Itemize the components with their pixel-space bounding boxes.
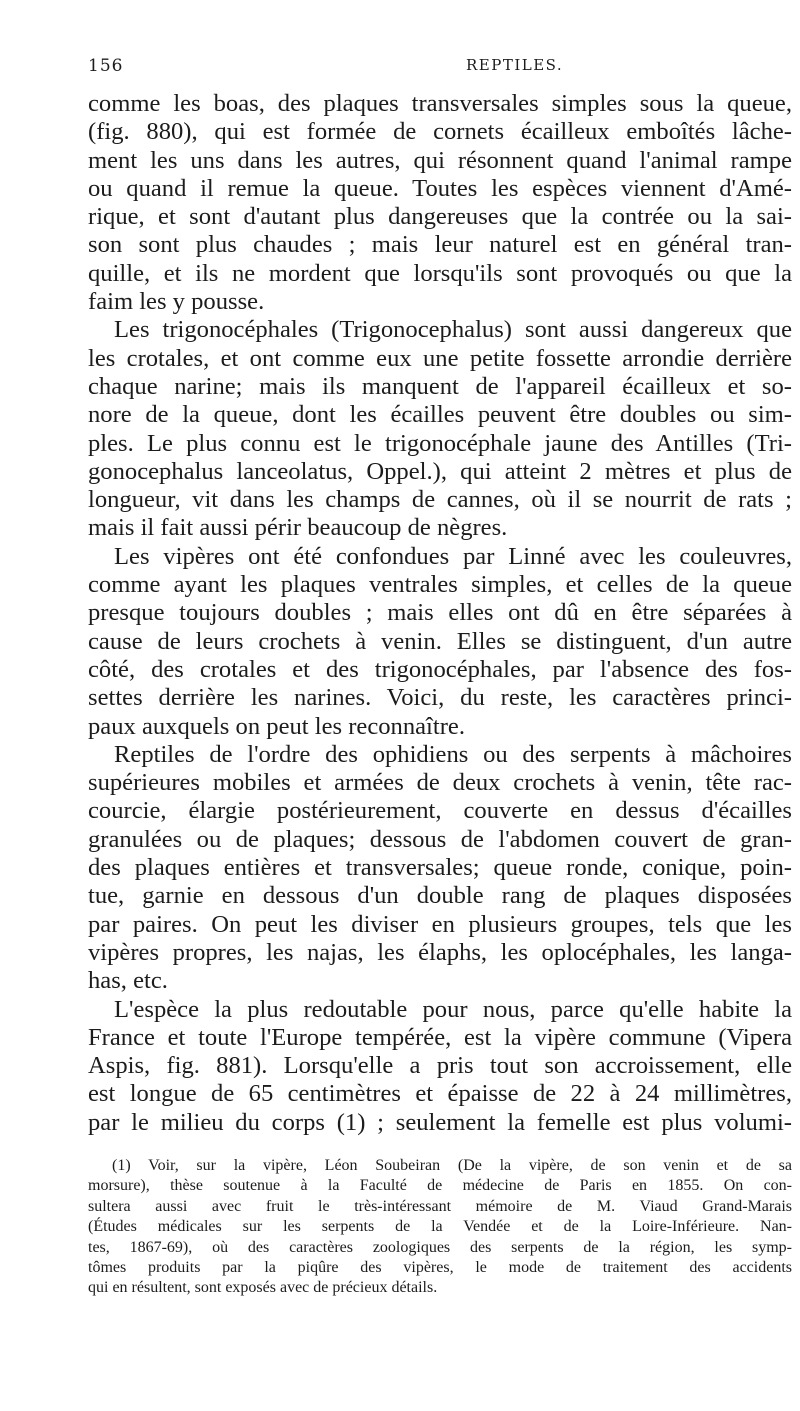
footnote-line: qui en résultent, sont exposés avec de précieux détails. (88, 1279, 438, 1297)
text-line: presque toujours doubles ; mais elles ont dû en être séparées à (88, 599, 792, 627)
text-line: paux auxquels on peut les reconnaître. (88, 712, 465, 740)
text-line: est longue de 65 centimètres et épaisse de 22 à 24 millimètres, (88, 1080, 792, 1108)
paragraph (88, 996, 792, 1137)
text-line: L'espèce la plus redoutable pour nous, parce qu'elle habite la (114, 995, 792, 1023)
text-line: mais il fait aussi périr beaucoup de nègres. (88, 514, 508, 542)
text-line: Reptiles de l'ordre des ophidiens ou des serpents à mâchoires (114, 740, 792, 768)
footnote-line: tômes produits par la piqûre des vipères, le mode de traitement des accidents (88, 1258, 792, 1276)
footnote-line: sultera aussi avec fruit le très-intéressant mémoire de M. Viaud Grand-Marais (88, 1197, 792, 1215)
text-line: courcie, élargie postérieurement, couverte en dessus d'écailles (88, 797, 792, 825)
text-line: par paires. On peut les diviser en plusieurs groupes, tels que les (88, 910, 792, 938)
text-line: gonocephalus lanceolatus, Oppel.), qui atteint 2 mètres et plus de (88, 457, 792, 485)
text-line: Les trigonocéphales (Trigonocephalus) sont aussi dangereux que (114, 316, 792, 344)
paragraph (88, 90, 792, 316)
text-line: par le milieu du corps (1) ; seulement la femelle est plus volumi- (88, 1108, 792, 1136)
paragraph (88, 741, 792, 996)
body-text (88, 90, 792, 1137)
running-head: REPTILES. (466, 56, 564, 74)
text-line: les crotales, et ont comme eux une petite fossette arrondie derrière (88, 344, 792, 372)
text-line: longueur, vit dans les champs de cannes, où il se nourrit de rats ; (88, 486, 792, 514)
text-line: granulées ou de plaques; dessous de l'abdomen couvert de gran- (88, 825, 792, 853)
footnote-line: tes, 1867-69), où des caractères zoologiques des serpents de la région, les symp- (88, 1238, 792, 1256)
text-line: Aspis, fig. 881). Lorsqu'elle a pris tout son accroissement, elle (88, 1052, 792, 1080)
text-line: ment les uns dans les autres, qui résonnent quand l'animal rampe (88, 146, 792, 174)
page-number: 156 (88, 56, 124, 76)
footnote-line: morsure), thèse soutenue à la Faculté de médecine de Paris en 1855. On con- (88, 1177, 792, 1195)
text-line: has, etc. (88, 967, 168, 995)
text-line: Les vipères ont été confondues par Linné avec les couleuvres, (114, 542, 792, 570)
footnote-line: (Études médicales sur les serpents de la Vendée et de la Loire-Inférieure. Nan- (88, 1218, 792, 1236)
text-line: côté, des crotales et des trigonocéphales, par l'absence des fos- (88, 655, 792, 683)
text-line: ou quand il remue la queue. Toutes les espèces viennent d'Amé- (88, 174, 792, 202)
text-line: faim les y pousse. (88, 288, 265, 316)
text-line: rique, et sont d'autant plus dangereuses que la contrée ou la sai- (88, 203, 792, 231)
text-line: quille, et ils ne mordent que lorsqu'ils sont provoqués ou que la (88, 259, 792, 287)
text-line: vipères propres, les najas, les élaphs, les oplocéphales, les langa- (88, 938, 792, 966)
text-line: France et toute l'Europe tempérée, est la vipère commune (Vipera (88, 1023, 792, 1051)
text-line: tue, garnie en dessous d'un double rang de plaques disposées (88, 882, 792, 910)
text-line: chaque narine; mais ils manquent de l'appareil écailleux et so- (88, 372, 792, 400)
page-header (88, 56, 788, 82)
text-line: comme les boas, des plaques transversales simples sous la queue, (88, 90, 792, 117)
text-line: son sont plus chaudes ; mais leur naturel est en général tran- (88, 231, 792, 259)
text-line: supérieures mobiles et armées de deux crochets à venin, tête rac- (88, 769, 792, 797)
text-line: comme ayant les plaques ventrales simples, et celles de la queue (88, 571, 792, 599)
text-line: des plaques entières et transversales; queue ronde, conique, poin- (88, 854, 792, 882)
footnote (88, 1156, 792, 1299)
paragraph (88, 316, 792, 542)
text-line: (fig. 880), qui est formée de cornets écailleux emboîtés lâche- (88, 118, 792, 146)
text-line: cause de leurs crochets à venin. Elles se distinguent, d'un autre (88, 627, 792, 655)
paragraph (88, 543, 792, 741)
text-line: settes derrière les narines. Voici, du reste, les caractères princi- (88, 684, 792, 712)
footnote-line: (1) Voir, sur la vipère, Léon Soubeiran (De la vipère, de son venin et de sa (112, 1157, 792, 1174)
text-line: nore de la queue, dont les écailles peuvent être doubles ou sim- (88, 401, 792, 429)
text-line: ples. Le plus connu est le trigonocéphale jaune des Antilles (Tri- (88, 429, 792, 457)
